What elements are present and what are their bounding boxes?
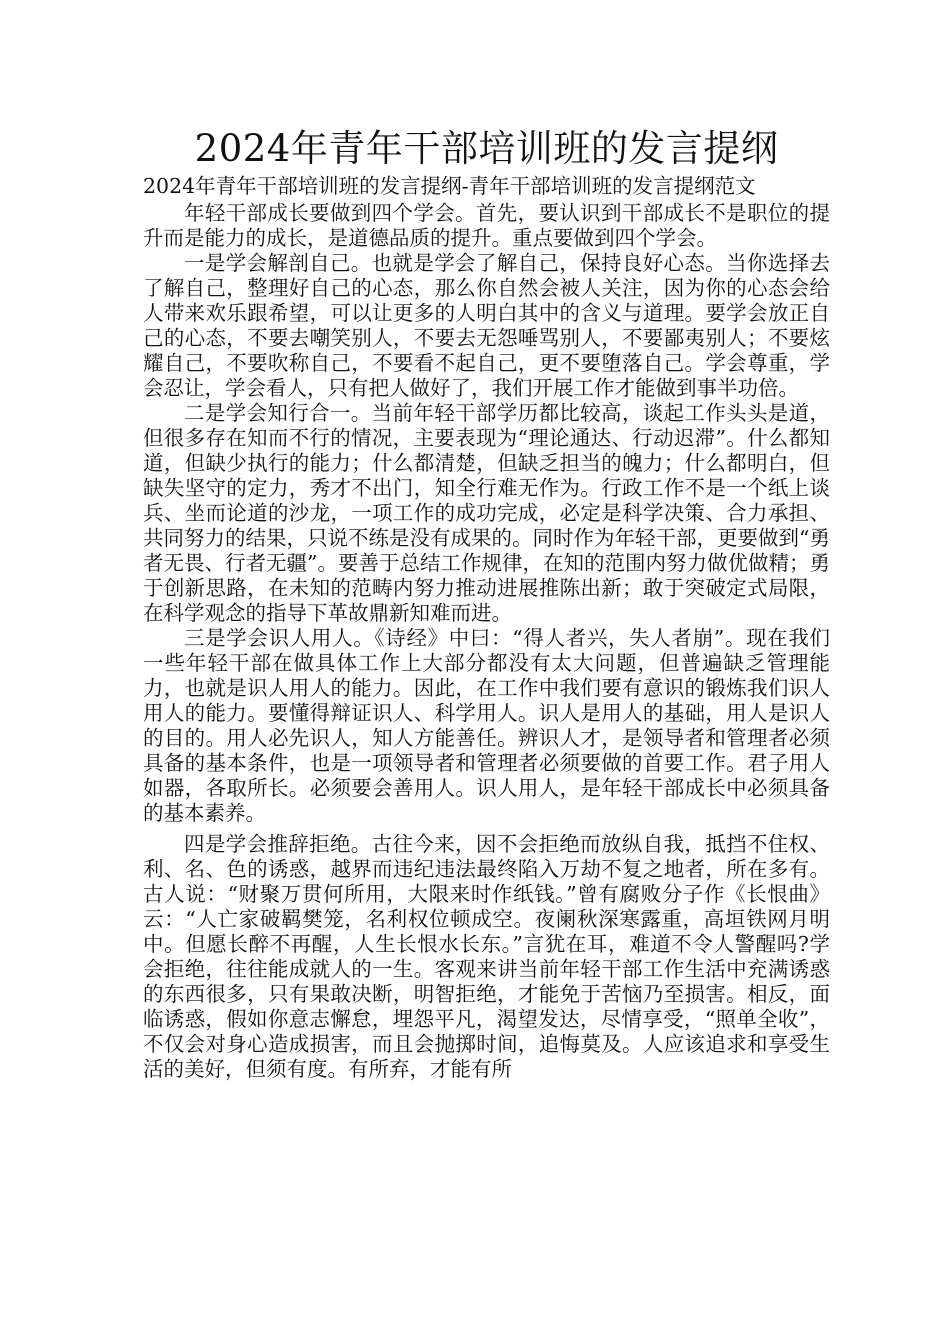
paragraph-point-one: 一是学会解剖自己。也就是学会了解自己，保持良好心态。当你选择去了解自己，整理好自己的心态，那么你自然会被人关注，因为你的心态会给人带来欢乐跟希望，可以让更多的人明白其中的含义与道理。要学会放正自己的心态，不要去嘲笑别人，不要去无怨唾骂别人，不要鄙夷别人；不要炫耀自己，不要吹称自己，不要看不起自己，更不要堕落自己。学会尊重，学会忍让，学会看人，只有把人做好了，我们开展工作才能做到事半功倍。 (143, 251, 830, 400)
document-title: 2024年青年干部培训班的发言提纲 (194, 127, 779, 170)
paragraph-intro: 年轻干部成长要做到四个学会。首先，要认识到干部成长不是职位的提升而是能力的成长，是道德品质的提升。重点要做到四个学会。 (143, 201, 830, 250)
document-page (143, 126, 830, 1082)
paragraph-point-two: 二是学会知行合一。当前年轻干部学历都比较高，谈起工作头头是道，但很多存在知而不行的情况，主要表现为“理论通达、行动迟滞”。什么都知道，但缺少执行的能力；什么都清楚，但缺乏担当的魄力；什么都明白，但缺失坚守的定力，秀才不出门，知全行难无作为。行政工作不是一个纸上谈兵、坐而论道的沙龙，一项工作的成功完成，必定是科学决策、合力承担、共同努力的结果，只说不练是没有成果的。同时作为年轻干部，更要做到“勇者无畏、行者无疆”。要善于总结工作规律，在知的范围内努力做优做精；勇于创新思路，在未知的范畴内努力推动进展推陈出新；敢于突破定式局限，在科学观念的指导下革故鼎新知难而进。 (143, 401, 830, 625)
paragraph-point-three: 三是学会识人用人。《诗经》中曰：“得人者兴，失人者崩”。现在我们一些年轻干部在做具体工作上大部分都没有太大问题，但普遍缺乏管理能力，也就是识人用人的能力。因此，在工作中我们要有意识的锻炼我们识人用人的能力。要懂得辩证识人、科学用人。识人是用人的基础，用人是识人的目的。用人必先识人，知人方能善任。辨识人才，是领导者和管理者必须具备的基本条件，也是一项领导者和管理者必须要做的首要工作。君子用人如器，各取所长。必须要会善用人。识人用人，是年轻干部成长中必须具备的基本素养。 (143, 626, 830, 825)
document-subtitle: 2024年青年干部培训班的发言提纲-青年干部培训班的发言提纲范文 (143, 174, 756, 198)
paragraph-point-four: 四是学会推辞拒绝。古往今来，因不会拒绝而放纵自我，抵挡不住权、利、名、色的诱惑，越界而违纪违法最终陷入万劫不复之地者，所在多有。古人说：“财聚万贯何所用，大限来时作纸钱。”曾有腐败分子作《长恨曲》云：“人亡家破羁樊笼，名利权位顿成空。夜阑秋深寒露重，高垣铁网月明中。但愿长醉不再醒，人生长恨水长东。”言犹在耳，难道不令人警醒吗?学会拒绝，往往能成就人的一生。客观来讲当前年轻干部工作生活中充满诱惑的东西很多，只有果敢决断，明智拒绝，才能免于苦恼乃至损害。相反，面临诱惑，假如你意志懈怠，埋怨平凡，渴望发达，尽情享受，“照单全收”，不仅会对身心造成损害，而且会抛掷时间，追悔莫及。人应该追求和享受生活的美好，但须有度。有所弃，才能有所 (143, 832, 830, 1081)
